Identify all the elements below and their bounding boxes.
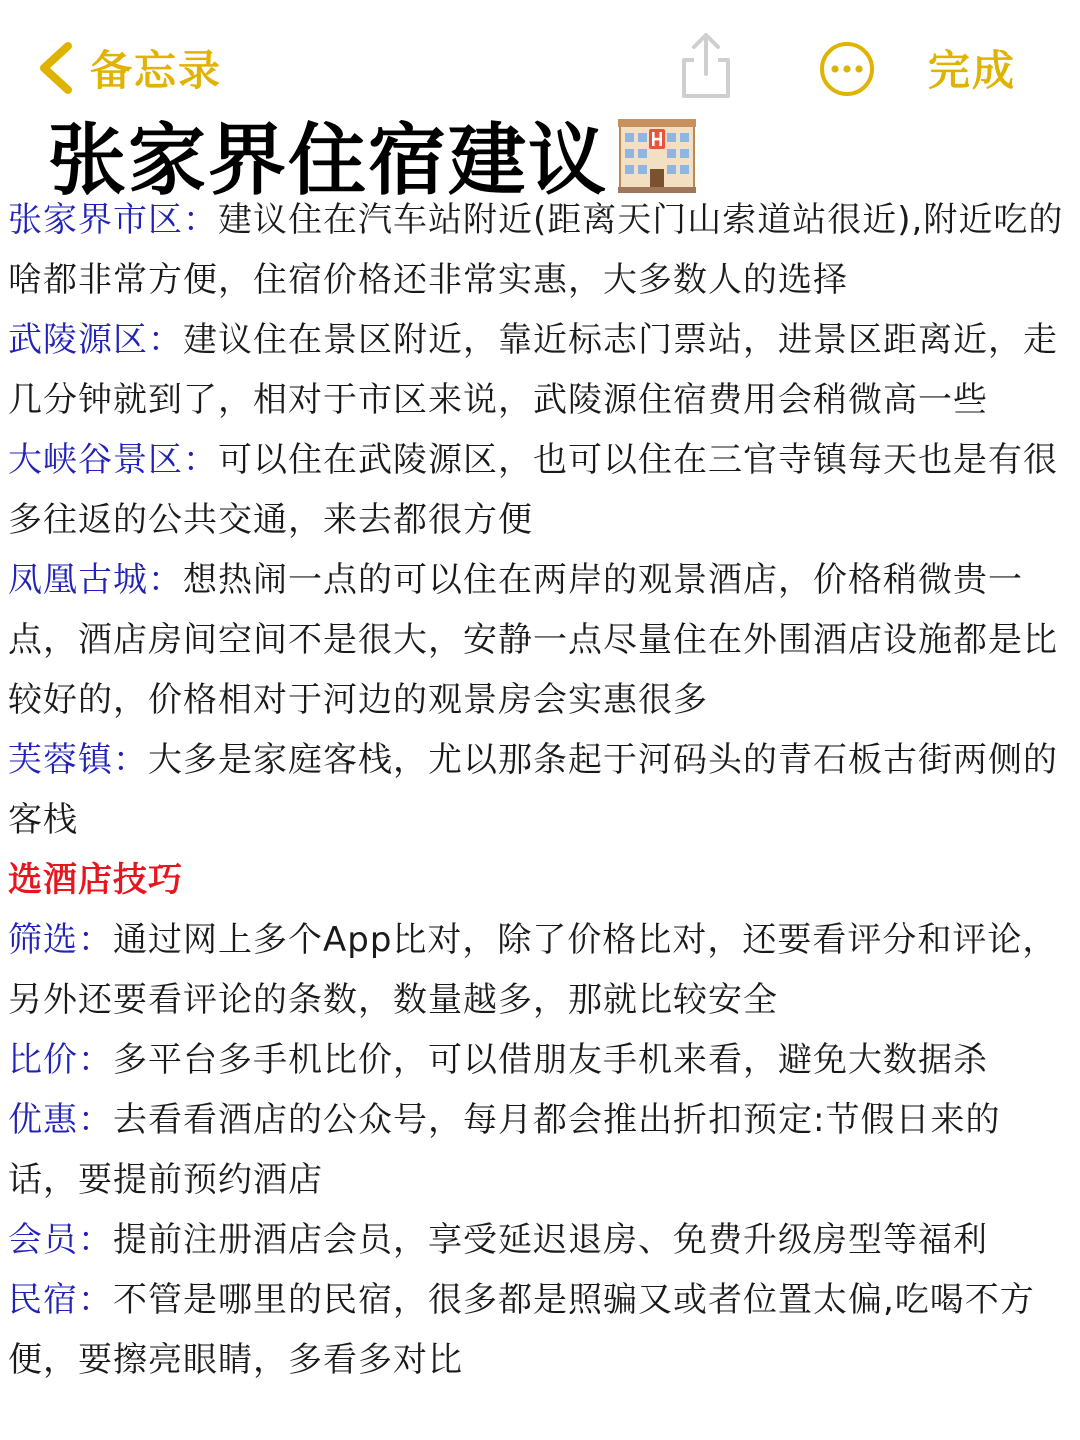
section-text: 可以住在武陵源区，也可以住在三官寺镇每天也是有很多往返的公共交通，来去都很方便 <box>8 440 1058 540</box>
note-title-row <box>48 108 698 206</box>
tip-text: 通过网上多个App比对，除了价格比对，还要看评分和评论，另外还要看评论的条数，数量越多，那就比较安全 <box>8 920 1058 1020</box>
tip-label: 优惠： <box>8 1100 113 1140</box>
section-label: 芙蓉镇： <box>8 740 148 780</box>
section-label: 武陵源区： <box>8 320 183 360</box>
tip-text: 多平台多手机比价，可以借朋友手机来看，避免大数据杀 <box>113 1040 988 1080</box>
page-title: 张家界住宿建议 <box>48 116 609 206</box>
section-paragraph <box>8 550 1068 730</box>
hotel-icon <box>616 113 698 195</box>
share-icon[interactable] <box>676 30 736 100</box>
section-text: 想热闹一点的可以住在两岸的观景酒店，价格稍微贵一点，酒店房间空间不是很大，安静一点尽量住在外围酒店设施都是比较好的，价格相对于河边的观景房会实惠很多 <box>8 560 1058 720</box>
tip-paragraph <box>8 1030 1068 1090</box>
tip-paragraph <box>8 1270 1068 1390</box>
tip-label: 民宿： <box>8 1280 113 1320</box>
tip-paragraph <box>8 910 1068 1030</box>
tip-text: 去看看酒店的公众号，每月都会推出折扣预定:节假日来的话，要提前预约酒店 <box>8 1100 1001 1200</box>
section-label: 凤凰古城： <box>8 560 183 600</box>
tip-paragraph <box>8 1210 1068 1270</box>
back-label: 备忘录 <box>90 46 223 95</box>
section-paragraph <box>8 430 1068 550</box>
tip-label: 筛选： <box>8 920 113 960</box>
back-button[interactable] <box>34 38 222 98</box>
section-paragraph <box>8 730 1068 850</box>
section-paragraph <box>8 190 1068 310</box>
nav-bar <box>0 0 1080 110</box>
section-text: 建议住在景区附近，靠近标志门票站，进景区距离近，走几分钟就到了，相对于市区来说，武陵源住宿费用会稍微高一些 <box>8 320 1058 420</box>
section-label: 张家界市区： <box>8 200 218 240</box>
tip-label: 比价： <box>8 1040 113 1080</box>
done-button[interactable]: 完成 <box>928 46 1017 95</box>
note-body <box>8 190 1068 1390</box>
tip-label: 会员： <box>8 1220 113 1260</box>
section-text: 建议住在汽车站附近(距离天门山索道站很近),附近吃的啥都非常方便，住宿价格还非常实惠，大多数人的选择 <box>8 200 1064 300</box>
section-label: 大峡谷景区： <box>8 440 218 480</box>
tip-text: 提前注册酒店会员，享受延迟退房、免费升级房型等福利 <box>113 1220 988 1260</box>
tips-heading: 选酒店技巧 <box>8 860 183 900</box>
tip-text: 不管是哪里的民宿，很多都是照骗又或者位置太偏,吃喝不方便，要擦亮眼睛，多看多对比 <box>8 1280 1035 1380</box>
section-text: 大多是家庭客栈，尤以那条起于河码头的青石板古街两侧的客栈 <box>8 740 1058 840</box>
section-paragraph <box>8 310 1068 430</box>
more-options-icon[interactable] <box>818 40 876 98</box>
tip-paragraph <box>8 1090 1068 1210</box>
chevron-left-icon <box>34 38 78 98</box>
